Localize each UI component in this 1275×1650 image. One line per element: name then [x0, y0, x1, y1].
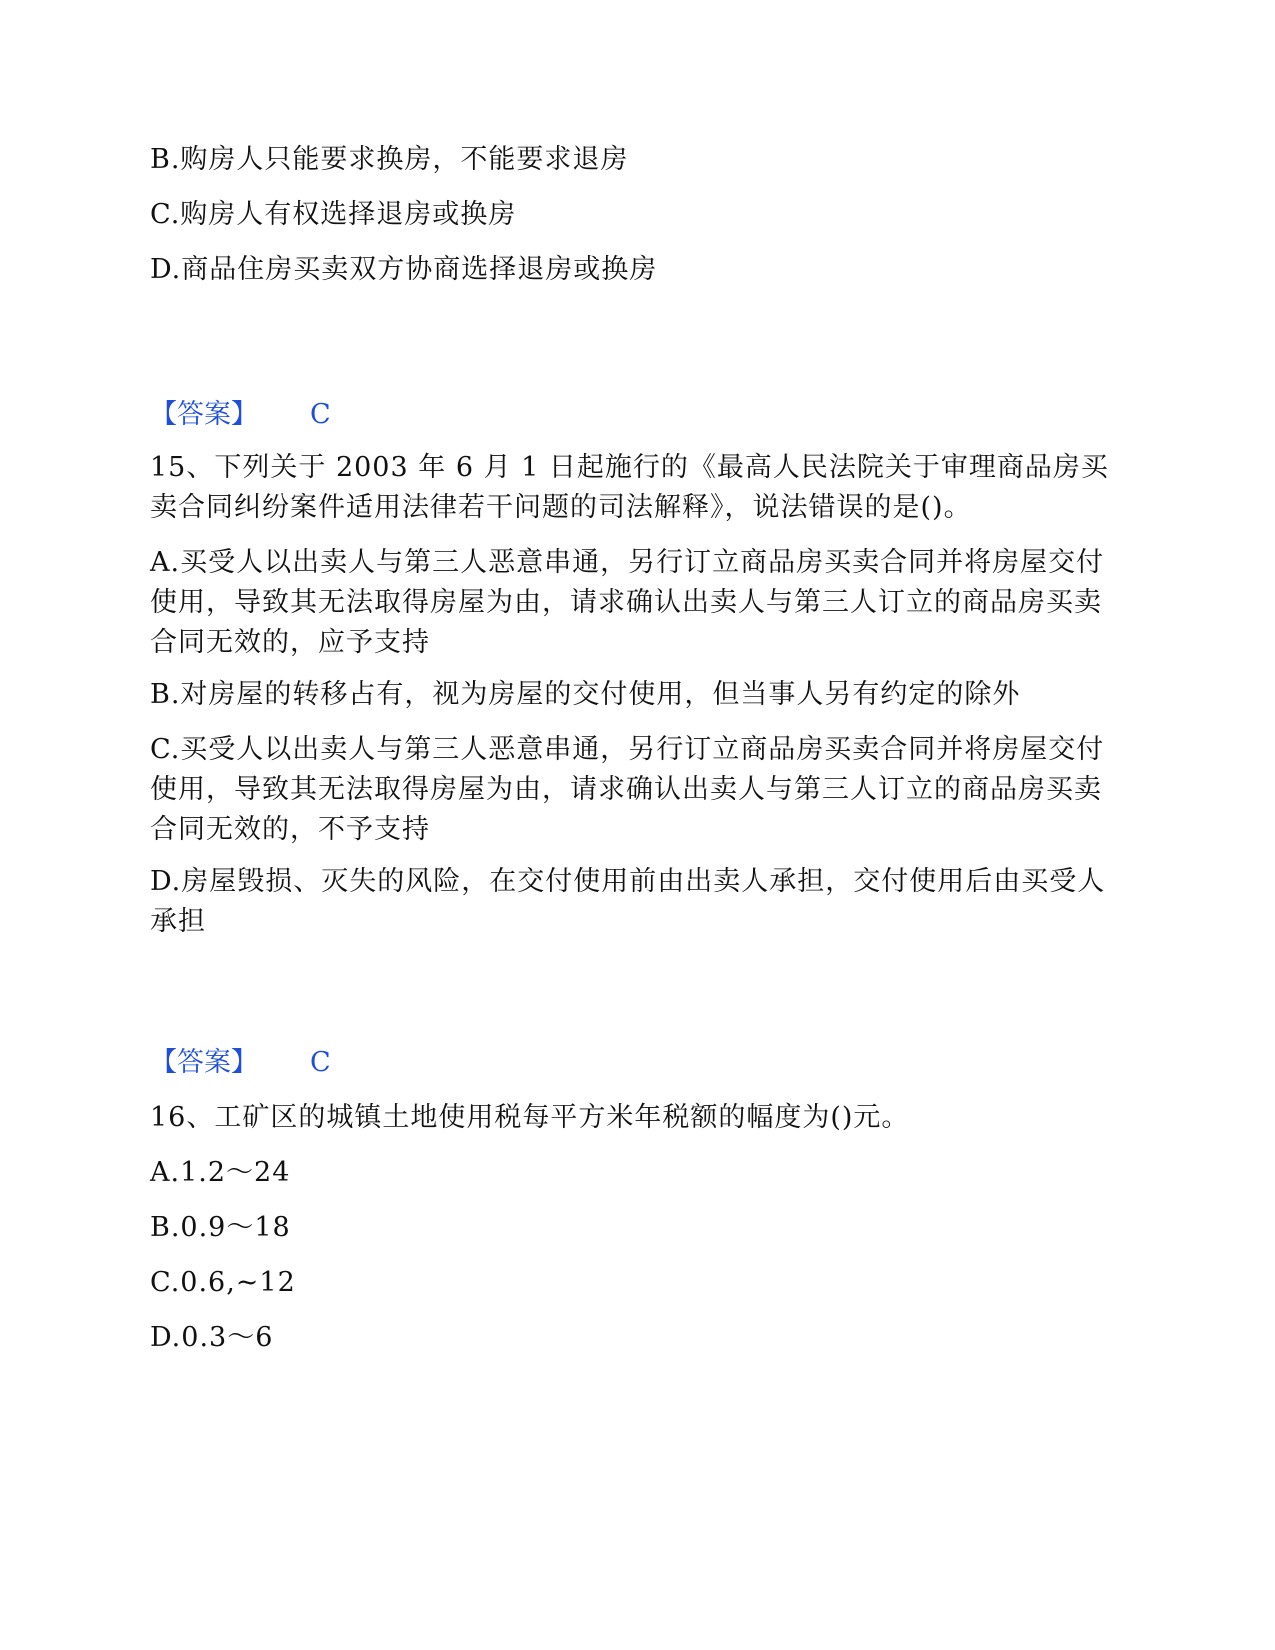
answer-label: 【答案】 [150, 1047, 258, 1078]
q16-option-b: B.0.9～18 [150, 1212, 291, 1243]
q16-stem: 16、工矿区的城镇土地使用税每平方米年税额的幅度为()元。 [150, 1102, 910, 1133]
q15-option-d: D.房屋毁损、灭失的风险，在交付使用前由出卖人承担，交付使用后由买受人承担 [150, 866, 1106, 937]
q15-option-c: C.买受人以出卖人与第三人恶意串通，另行订立商品房买卖合同并将房屋交付使用，导致其无法取得房屋为由，请求确认出卖人与第三人订立的商品房买卖合同无效的，不予支持 [150, 734, 1105, 845]
answer-value: C [310, 1047, 331, 1078]
q16-option-d: D.0.3～6 [150, 1322, 274, 1353]
q15-stem: 15、下列关于 2003 年 6 月 1 日起施行的《最高人民法院关于审理商品房买卖合同纠纷案件适用法律若干问题的司法解释》，说法错误的是()。 [150, 452, 1109, 523]
q14-option-d: D.商品住房买卖双方协商选择退房或换房 [150, 254, 658, 285]
q14-answer [150, 395, 331, 435]
q14-option-b: B.购房人只能要求换房，不能要求退房 [150, 144, 629, 175]
q15-option-b: B.对房屋的转移占有，视为房屋的交付使用，但当事人另有约定的除外 [150, 679, 1021, 710]
q16-option-a: A.1.2～24 [150, 1157, 291, 1188]
q15-option-a: A.买受人以出卖人与第三人恶意串通，另行订立商品房买卖合同并将房屋交付使用，导致其无法取得房屋为由，请求确认出卖人与第三人订立的商品房买卖合同无效的，应予支持 [150, 547, 1105, 658]
q15-answer [150, 1043, 331, 1083]
q16-option-c: C.0.6,~12 [150, 1267, 296, 1298]
q14-option-c: C.购房人有权选择退房或换房 [150, 199, 517, 230]
answer-value: C [310, 399, 331, 430]
answer-label: 【答案】 [150, 399, 258, 430]
